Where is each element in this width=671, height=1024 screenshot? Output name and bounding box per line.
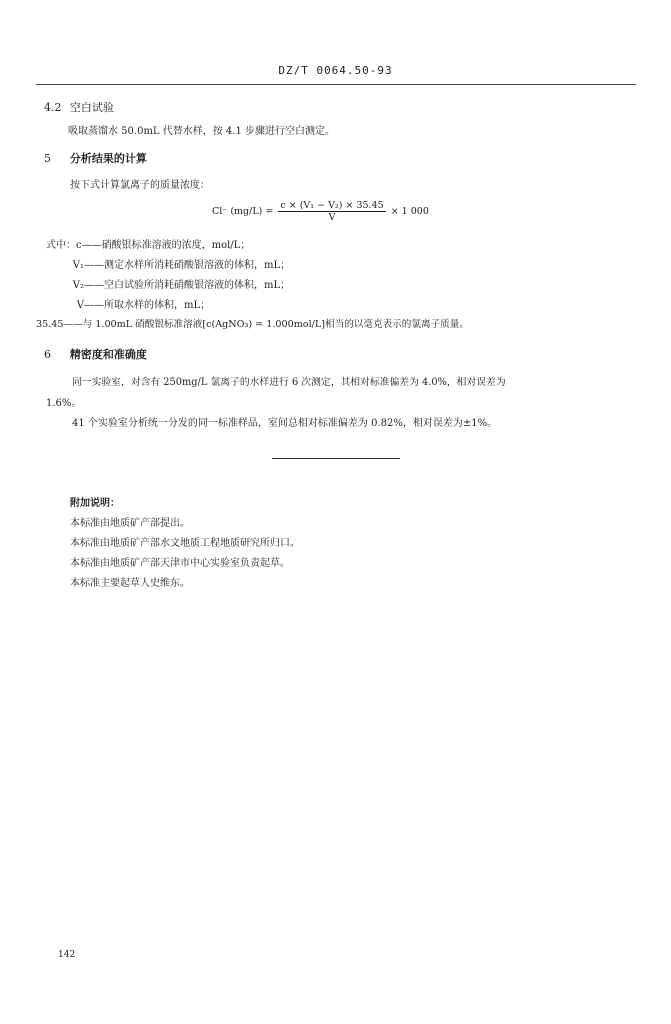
standard-code-header: DZ/T 0064.50-93	[278, 64, 393, 77]
appendix-line: 本标准由地质矿产部提出。	[70, 518, 190, 529]
appendix-title: 附加说明：	[70, 498, 120, 509]
where-item-35-45	[36, 316, 469, 330]
section-number: 4.2	[44, 101, 62, 114]
where-item-c	[46, 236, 250, 251]
formula-numerator: c × (V₁ − V₂) × 35.45	[280, 200, 384, 211]
where-description: ——硝酸银标准溶液的浓度，mol/L；	[81, 240, 251, 251]
appendix-line: 本标准由地质矿产部水文地质工程地质研究所归口。	[70, 538, 300, 549]
separator-rule	[272, 458, 400, 459]
section-4-2-text: 吸取蒸馏水 50.0mL 代替水样，按 4.1 步骤进行空白测定。	[68, 126, 336, 137]
section-4-2-heading	[44, 99, 114, 115]
where-symbol: V₁	[72, 260, 84, 271]
section-title: 精密度和准确度	[69, 348, 147, 361]
formula-lhs: Cl⁻ (mg/L) =	[212, 206, 274, 217]
precision-paragraph-line1: 同一实验室，对含有 250mg/L 氯离子的水样进行 6 次测定，其相对标准偏差为 4.0%，相对误差为	[72, 377, 506, 388]
where-item-v1	[46, 256, 290, 271]
header-rule	[36, 84, 636, 85]
appendix-line: 本标准由地质矿产部天津市中心实验室负责起草。	[70, 558, 290, 569]
section-5-heading	[44, 150, 147, 166]
appendix-line: 本标准主要起草人史维东。	[70, 578, 190, 589]
precision-paragraph-line2: 1.6%。	[46, 398, 82, 409]
where-item-v	[46, 296, 210, 311]
section-title: 分析结果的计算	[69, 152, 147, 165]
section-title: 空白试验	[69, 101, 114, 114]
where-symbol: 式中：c	[46, 240, 82, 251]
accuracy-paragraph: 41 个实验室分析统一分发的同一标准样品，室间总相对标准偏差为 0.82%，相对误差为±1%。	[72, 418, 498, 429]
section-6-heading	[44, 346, 147, 362]
formula-denominator: V	[328, 212, 336, 223]
page-number: 142	[58, 950, 76, 960]
where-description: ——与 1.00mL 硝酸银标准溶液[c(AgNO₃) = 1.000mol/L]相当的以毫克表示的氯离子质量。	[63, 319, 469, 330]
formula-factor: × 1 000	[390, 206, 429, 217]
formula-fraction	[278, 200, 385, 223]
where-symbol: 35.45	[36, 319, 64, 330]
where-symbol: V₂	[72, 280, 84, 291]
where-description: ——空白试验所消耗硝酸银溶液的体积，mL；	[84, 280, 291, 291]
where-symbol: V	[76, 300, 84, 311]
section-number: 6	[44, 348, 51, 361]
formula-intro: 按下式计算氯离子的质量浓度：	[70, 180, 210, 191]
section-number: 5	[44, 152, 51, 165]
where-description: ——所取水样的体积，mL；	[84, 300, 211, 311]
cl-concentration-formula	[212, 200, 429, 223]
where-item-v2	[46, 276, 290, 291]
where-description: ——测定水样所消耗硝酸银溶液的体积，mL；	[84, 260, 291, 271]
